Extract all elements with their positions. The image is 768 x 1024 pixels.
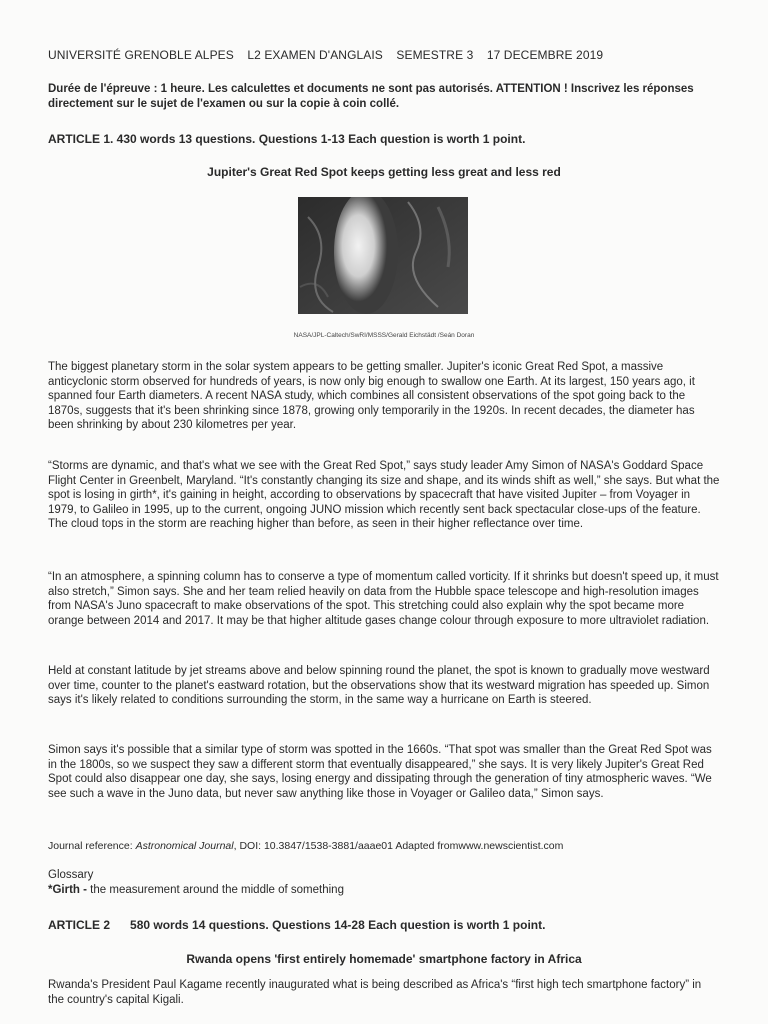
article2-details: 580 words 14 questions. Questions 14-28 Each question is worth 1 point. xyxy=(130,918,546,932)
article2-heading xyxy=(48,918,720,932)
article2-label: ARTICLE 2 xyxy=(48,918,111,932)
article2-paragraph-1: Rwanda's President Paul Kagame recently inaugurated what is being described as Africa's “first high tech smartphone factory” in the country's capital Kigali. xyxy=(48,979,702,1006)
article1-paragraph-1: The biggest planetary storm in the solar system appears to be getting smaller. Jupiter's iconic Great Red Spot, a massive anticyclonic storm observed for hundreds of years, is now only big enough to swallow one Earth. At its largest, 150 years ago, it spanned four Earth diameters. A recent NASA study, which combines all consistent observations of the spot going back to the 1870s, suggests that it's been shrinking since 1878, growing only temporarily in the 1920s. In recent decades, the diameter has been shrinking by about 230 kilometres per year. xyxy=(48,361,695,432)
journal-suffix: , DOI: 10.3847/1538-3881/aaae01 Adapted fromwww.newscientist.com xyxy=(233,840,564,852)
article1-title: Jupiter's Great Red Spot keeps getting less great and less red xyxy=(207,165,561,179)
article1-heading: ARTICLE 1. 430 words 13 questions. Questions 1-13 Each question is worth 1 point. xyxy=(48,132,526,146)
article1-paragraph-4: Held at constant latitude by jet streams above and below spinning round the planet, the spot is known to gradually move westward over time, counter to the planet's eastward rotation, but the observations show that its westward migration has speeded up. Simon says it's likely related to conditions surrounding the storm, in the same way a hurricane on Earth is steered. xyxy=(48,665,710,707)
glossary-entry xyxy=(48,883,720,898)
exam-name: L2 EXAMEN D'ANGLAIS xyxy=(247,48,383,62)
article1-paragraph-5: Simon says it's possible that a similar type of storm was spotted in the 1660s. “That spot was smaller than the Great Red Spot was in the 1800s, so we suspect they saw a different storm that eventually disappeared,” she says. It is very likely Jupiter's Great Red Spot could also disappear one day, she says, losing energy and dissipating through the generation of tiny atmospheric waves. “We see such a wave in the Juno data, but never saw anything like those in Voyager or Galileo data,” Simon says. xyxy=(48,744,712,800)
article1-paragraph-2: “Storms are dynamic, and that's what we see with the Great Red Spot,” says study leader Amy Simon of NASA's Goddard Space Flight Center in Greenbelt, Maryland. “It's constantly changing its size and shape, and its winds shift as well,” she says. But what the spot is losing in girth*, it's gaining in height, according to observations by spacecraft that have visited Jupiter – from Voyager in 1979, to Galileo in 1995, up to the current, ongoing JUNO mission which recently sent back spectacular close-ups of the feature. The cloud tops in the storm are reaching higher than before, as seen in their higher reflectance over time. xyxy=(48,460,720,531)
university-name: UNIVERSITÉ GRENOBLE ALPES xyxy=(48,48,234,62)
jupiter-photo-graphic xyxy=(298,197,468,314)
exam-instructions: Durée de l'épreuve : 1 heure. Les calculettes et documents ne sont pas autorisés. ATTENTION ! Inscrivez les réponses directement sur le sujet de l'examen ou sur la copie à coin collé. xyxy=(48,83,694,110)
glossary-term: *Girth - xyxy=(48,884,87,896)
exam-header xyxy=(48,48,720,62)
glossary-label: Glossary xyxy=(48,869,94,881)
journal-prefix: Journal reference: xyxy=(48,840,136,852)
exam-date: 17 DECEMBRE 2019 xyxy=(486,48,604,62)
semester: SEMESTRE 3 xyxy=(396,48,474,62)
journal-name: Astronomical Journal xyxy=(135,840,234,852)
glossary-definition: the measurement around the middle of something xyxy=(86,884,344,896)
image-credit: NASA/JPL-Caltech/SwRI/MSSS/Gerald Eichstädt /Seán Doran xyxy=(293,332,475,339)
article2-title: Rwanda opens 'first entirely homemade' smartphone factory in Africa xyxy=(186,952,582,966)
glossary xyxy=(48,868,720,898)
article1-paragraph-3: “In an atmosphere, a spinning column has to conserve a type of momentum called vorticity. If it shrinks but doesn't speed up, it must also stretch,” Simon says. She and her team relied heavily on data from the Hubble space telescope and high-resolution images from NASA's Juno spacecraft to make observations of the spot. This stretching could also explain why the spot became more orange between 2014 and 2017. It may be that higher altitude gases change colour through exposure to more ultraviolet radiation. xyxy=(48,571,719,627)
journal-reference xyxy=(48,840,720,852)
jupiter-red-spot-photo xyxy=(298,197,468,314)
